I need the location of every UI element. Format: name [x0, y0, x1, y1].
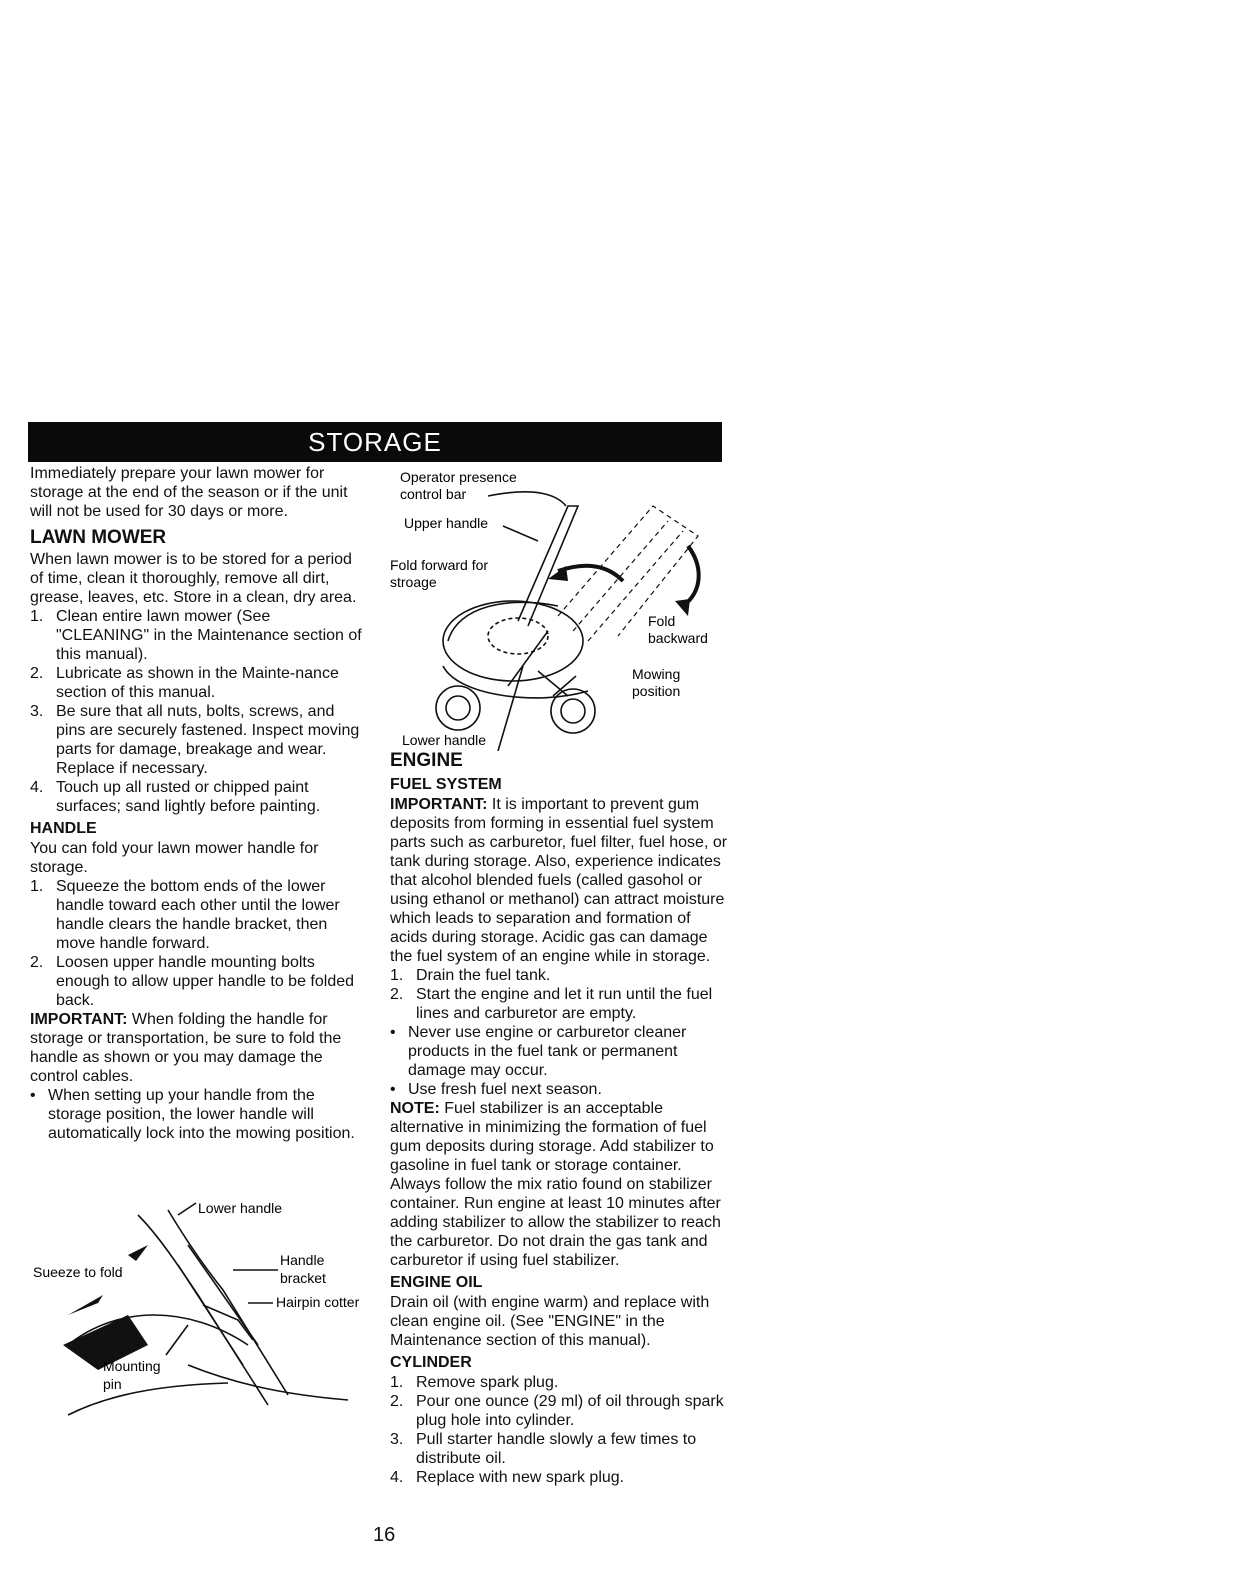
arrow-icon — [675, 599, 690, 616]
lawn-mower-steps — [30, 607, 365, 816]
fuel-steps — [390, 966, 730, 1023]
section-banner: STORAGE — [28, 422, 722, 462]
label-squeeze: Sueeze to fold — [33, 1264, 123, 1280]
handle-paragraph: You can fold your lawn mower handle for storage. — [30, 840, 319, 876]
list-item: 2. Loosen upper handle mounting bolts enough to allow upper handle to be folded back. — [30, 954, 355, 1009]
label-mowing-2: position — [632, 683, 681, 699]
bullet-dot: • — [390, 1024, 396, 1041]
engine-heading: ENGINE — [390, 750, 463, 771]
list-item: 2. Lubricate as shown in the Mainte-nance section of this manual. — [30, 665, 339, 701]
list-item: • Use fresh fuel next season. — [390, 1081, 602, 1098]
handle-fold-figure — [28, 1195, 373, 1425]
intro-paragraph: Immediately prepare your lawn mower for storage at the end of the season or if the unit will not be used for 30 days or more. — [30, 465, 348, 520]
bullet-dot: • — [30, 1087, 36, 1104]
engine-oil-heading: ENGINE OIL — [390, 1274, 483, 1291]
list-item: 3. Pull starter handle slowly a few times to distribute oil. — [390, 1431, 697, 1467]
right-column — [390, 750, 730, 1487]
label-operator-2: control bar — [400, 486, 467, 502]
label-upper-handle: Upper handle — [404, 515, 489, 531]
label-fold-forward-1: Fold forward for — [390, 557, 489, 573]
list-item: 2. Start the engine and let it run until the fuel lines and carburetor are empty. — [390, 986, 713, 1022]
lawn-mower-heading: LAWN MOWER — [30, 527, 167, 548]
label-mounting-2: pin — [103, 1376, 122, 1392]
list-item: 4. Touch up all rusted or chipped paint surfaces; sand lightly before painting. — [30, 779, 321, 815]
handle-bullets — [30, 1086, 365, 1143]
label-mowing-1: Mowing — [632, 666, 681, 682]
label-fold-forward-2: stroage — [390, 574, 437, 590]
lawn-mower-paragraph: When lawn mower is to be stored for a period of time, clean it thoroughly, remove all dirt, grease, leaves, etc. Store in a clean, dry area. — [30, 551, 357, 606]
label-lower-handle: Lower handle — [402, 732, 487, 748]
cylinder-heading: CYLINDER — [390, 1354, 472, 1371]
list-item: 3. Be sure that all nuts, bolts, screws, and pins are securely fastened. Inspect moving parts for damage, breakage and wear. Replace if necessary. — [30, 703, 360, 777]
fuel-note: NOTE: Fuel stabilizer is an acceptable alternative in minimizing the formation of fuel gum deposits during storage. Add stabilizer to gasoline in fuel tank or storage container. Always follow the mix ratio found on stabilizer container. Run engine at least 10 minutes after adding stabilizer to allow the stabilizer to reach the carburetor. Do not drain the gas tank and carburetor if using fuel stabilizer. — [390, 1100, 721, 1269]
arrow-icon — [128, 1245, 148, 1261]
list-item: 1. Clean entire lawn mower (See "CLEANING" in the Maintenance section of this manual). — [30, 608, 362, 663]
list-item: 1. Drain the fuel tank. — [390, 967, 551, 984]
label-operator-1: Operator presence — [400, 469, 517, 485]
label-fold-backward-2: backward — [648, 630, 708, 646]
fuel-bullets — [390, 1023, 730, 1099]
engine-oil-paragraph: Drain oil (with engine warm) and replace with clean engine oil. (See "ENGINE" in the Maintenance section of this manual). — [390, 1294, 710, 1349]
cylinder-steps — [390, 1373, 730, 1487]
label-handle-bracket-1: Handle — [280, 1252, 325, 1268]
label-hairpin: Hairpin cotter — [276, 1294, 360, 1310]
list-item: 1. Squeeze the bottom ends of the lower handle toward each other until the lower handle clears the handle bracket, then move handle forward. — [30, 878, 340, 952]
label-handle-bracket-2: bracket — [280, 1270, 326, 1286]
page-number: 16 — [373, 1524, 396, 1546]
label-mounting-1: Mounting — [103, 1358, 161, 1374]
fuel-system-heading: FUEL SYSTEM — [390, 776, 502, 793]
fuel-important: IMPORTANT: It is important to prevent gum deposits from forming in essential fuel system parts such as carburetor, fuel filter, fuel hose, or tank during storage. Also, experience indicates that alcohol blended fuels (called gasohol or using ethanol or methanol) can attract moisture which leads to separation and formation of acids during storage. Acidic gas can damage the fuel system of an engine while in storage. — [390, 796, 728, 965]
arrow-icon — [68, 1295, 103, 1315]
handle-heading: HANDLE — [30, 820, 97, 837]
label-fold-backward-1: Fold — [648, 613, 676, 629]
list-item: 2. Pour one ounce (29 ml) of oil through spark plug hole into cylinder. — [390, 1393, 724, 1429]
bullet-dot: • — [390, 1081, 396, 1098]
label-lower-handle: Lower handle — [198, 1200, 283, 1216]
list-item: 1. Remove spark plug. — [390, 1374, 559, 1391]
list-item: • When setting up your handle from the storage position, the lower handle will automatically lock into the mowing position. — [30, 1087, 355, 1142]
left-column — [30, 464, 365, 1143]
mower-fold-figure — [388, 466, 733, 751]
list-item: • Never use engine or carburetor cleaner products in the fuel tank or permanent damage may occur. — [390, 1024, 687, 1079]
fold-backward-arrow — [683, 546, 699, 606]
arrow-icon — [548, 566, 568, 581]
handle-important: IMPORTANT: When folding the handle for storage or transportation, be sure to fold the handle as shown or you may damage the control cables. — [30, 1011, 342, 1085]
handle-steps — [30, 877, 365, 1010]
list-item: 4. Replace with new spark plug. — [390, 1469, 625, 1486]
